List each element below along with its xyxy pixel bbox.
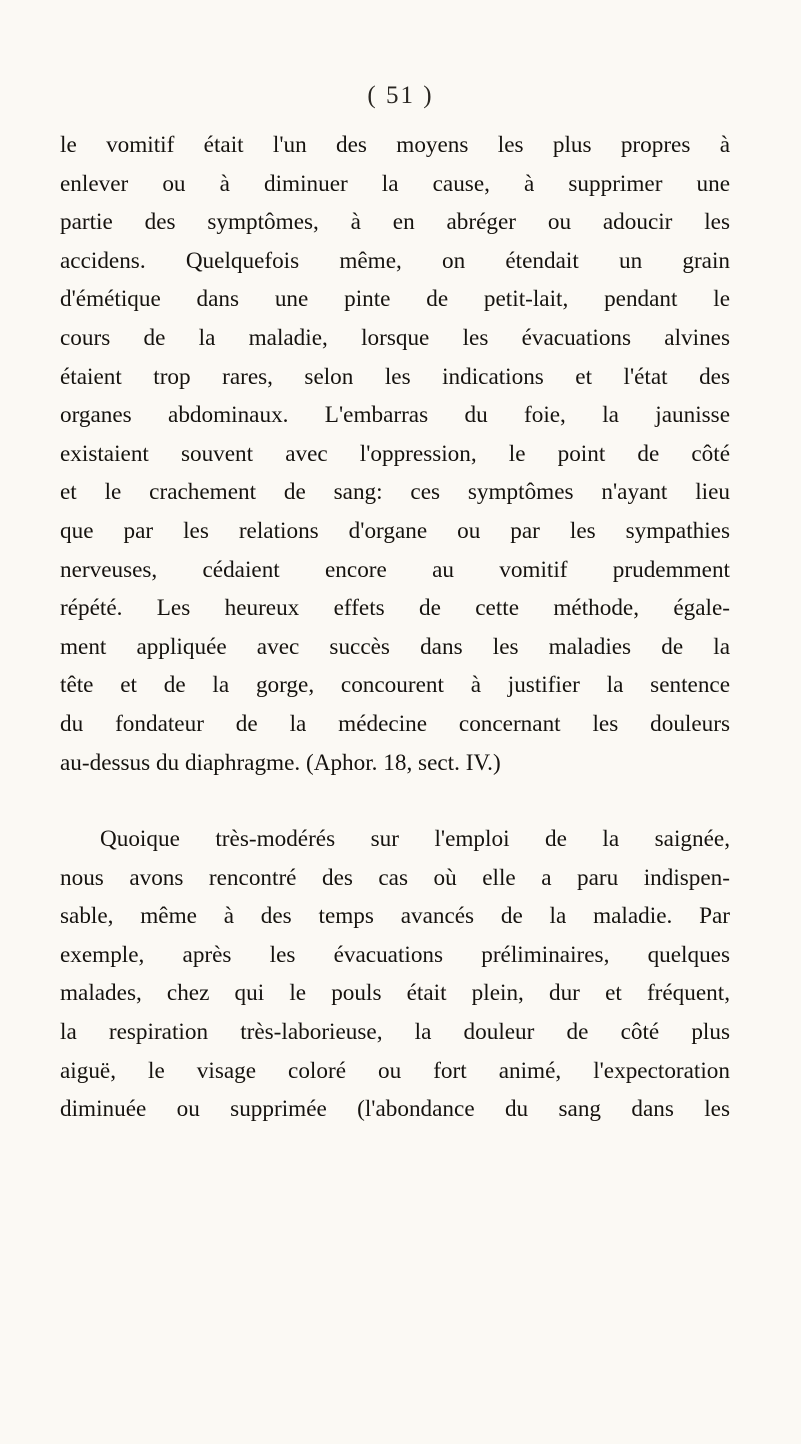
text-line: accidens. Quelquefois même, on étendait un grain [60, 247, 730, 274]
text-line: du fondateur de la médecine concernant les douleurs [60, 710, 730, 737]
text-line: organes abdominaux. L'embarras du foie, la jaunisse [60, 402, 730, 429]
text-line: aiguë, le visage coloré ou fort animé, l'expectoration [60, 1057, 730, 1084]
text-line: que par les relations d'organe ou par les sympathies [60, 517, 730, 544]
page-number: ( 51 ) [367, 82, 434, 109]
text-line: répété. Les heureux effets de cette méthode, égale- [60, 595, 730, 622]
paragraph-1 [60, 126, 730, 782]
text-line: tête et de la gorge, concourent à justifier la sentence [60, 672, 730, 699]
text-line: au-dessus du diaphragme. (Aphor. 18, sect. IV.) [60, 749, 501, 776]
text-line: étaient trop rares, selon les indications et l'état des [60, 363, 730, 390]
text-line: le vomitif était l'un des moyens les plus propres à [60, 132, 730, 158]
text-line: Quoique très-modérés sur l'emploi de la saignée, [100, 826, 730, 853]
paragraph-spacer [60, 782, 730, 820]
text-line: cours de la maladie, lorsque les évacuations alvines [60, 324, 730, 351]
text-line: nerveuses, cédaient encore au vomitif prudemment [60, 556, 730, 583]
body-text [60, 126, 730, 1129]
text-line: ment appliquée avec succès dans les maladies de la [60, 633, 730, 660]
text-line: et le crachement de sang: ces symptômes n'ayant lieu [60, 479, 730, 506]
text-line: diminuée ou supprimée (l'abondance du sang dans les [60, 1096, 730, 1123]
text-line: exemple, après les évacuations préliminaires, quelques [60, 941, 730, 968]
text-line: enlever ou à diminuer la cause, à supprimer une [60, 170, 730, 197]
text-line: malades, chez qui le pouls était plein, dur et fréquent, [60, 980, 730, 1007]
text-line: la respiration très-laborieuse, la douleur de côté plus [60, 1019, 730, 1046]
text-line: partie des symptômes, à en abréger ou adoucir les [60, 209, 730, 236]
text-line: existaient souvent avec l'oppression, le point de côté [60, 440, 730, 467]
text-line: sable, même à des temps avancés de la maladie. Par [60, 903, 730, 930]
text-line: d'émétique dans une pinte de petit-lait, pendant le [60, 286, 730, 313]
paragraph-2 [60, 820, 730, 1129]
text-line: nous avons rencontré des cas où elle a paru indispen- [60, 864, 730, 891]
